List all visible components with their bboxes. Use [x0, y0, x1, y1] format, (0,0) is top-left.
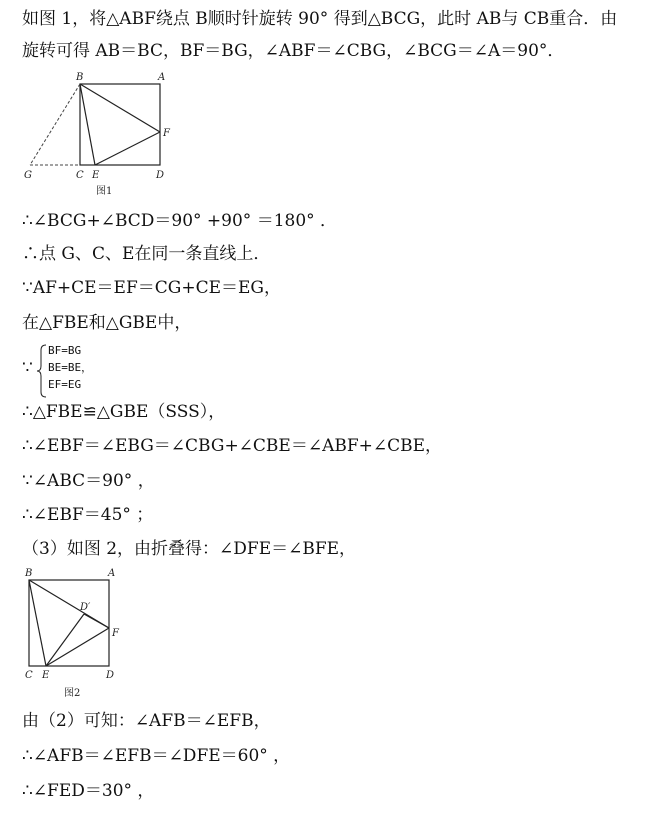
text-line-2: 旋转可得 AB＝BC，BF＝BG，∠ABF＝∠CBG，∠BCG＝∠A＝90°． — [22, 41, 565, 61]
figure-2 — [22, 566, 132, 702]
text-line-12: 由（2）可知：∠AFB＝∠EFB， — [22, 711, 271, 731]
fig2-label-c: C — [25, 670, 33, 681]
fig1-label-a: A — [158, 72, 166, 83]
fig1-label-c: C — [76, 170, 84, 181]
fig2-label-f: F — [112, 628, 119, 639]
fig1-label-f: F — [163, 128, 170, 139]
left-brace-icon — [36, 344, 48, 398]
fig1-caption: 图1 — [96, 186, 113, 197]
text-line-7: ∴△FBE≌△GBE（SSS）， — [22, 402, 226, 422]
equation-1: BF=BG — [48, 344, 82, 357]
text-line-14: ∴∠FED＝30° ， — [22, 781, 155, 801]
text-line-9: ∵∠ABC＝90° ， — [22, 471, 155, 491]
fig1-label-e: E — [92, 170, 100, 181]
text-line-13: ∴∠AFB＝∠EFB＝∠DFE＝60° ， — [22, 746, 291, 766]
fig2-label-d-prime: D′ — [80, 602, 91, 613]
fig2-label-a: A — [108, 568, 116, 579]
figure-1 — [22, 70, 182, 200]
fig2-caption: 图2 — [64, 688, 81, 699]
equation-3: EF=EG — [48, 378, 82, 391]
since-symbol: ∵ — [22, 358, 33, 378]
fig2-label-d: D — [106, 670, 115, 681]
fig2-label-b: B — [25, 568, 33, 579]
text-line-4: ∴点 G、C、E在同一条直线上． — [22, 244, 271, 264]
text-line-5: ∵AF+CE＝EF＝CG+CE＝EG， — [22, 278, 281, 298]
text-line-11: （3）如图 2，由折叠得：∠DFE＝∠BFE， — [22, 539, 357, 559]
fig1-label-g: G — [24, 170, 32, 181]
equation-system — [22, 342, 142, 400]
fig1-label-d: D — [156, 170, 165, 181]
text-line-6: 在△FBE和△GBE中， — [22, 313, 192, 333]
text-line-8: ∴∠EBF＝∠EBG＝∠CBG+∠CBE＝∠ABF+∠CBE， — [22, 436, 443, 456]
text-line-3: ∴∠BCG+∠BCD＝90° +90° ＝180° ． — [22, 211, 338, 231]
text-line-10: ∴∠EBF＝45° ； — [22, 505, 154, 525]
fig2-label-e: E — [42, 670, 50, 681]
text-line-1: 如图 1，将△ABF绕点 B顺时针旋转 90° 得到△BCG，此时 AB与 CB重合．由 — [22, 9, 618, 29]
fig1-label-b: B — [76, 72, 84, 83]
equation-2: BE=BE， — [48, 361, 93, 374]
equation-lines — [48, 342, 92, 393]
